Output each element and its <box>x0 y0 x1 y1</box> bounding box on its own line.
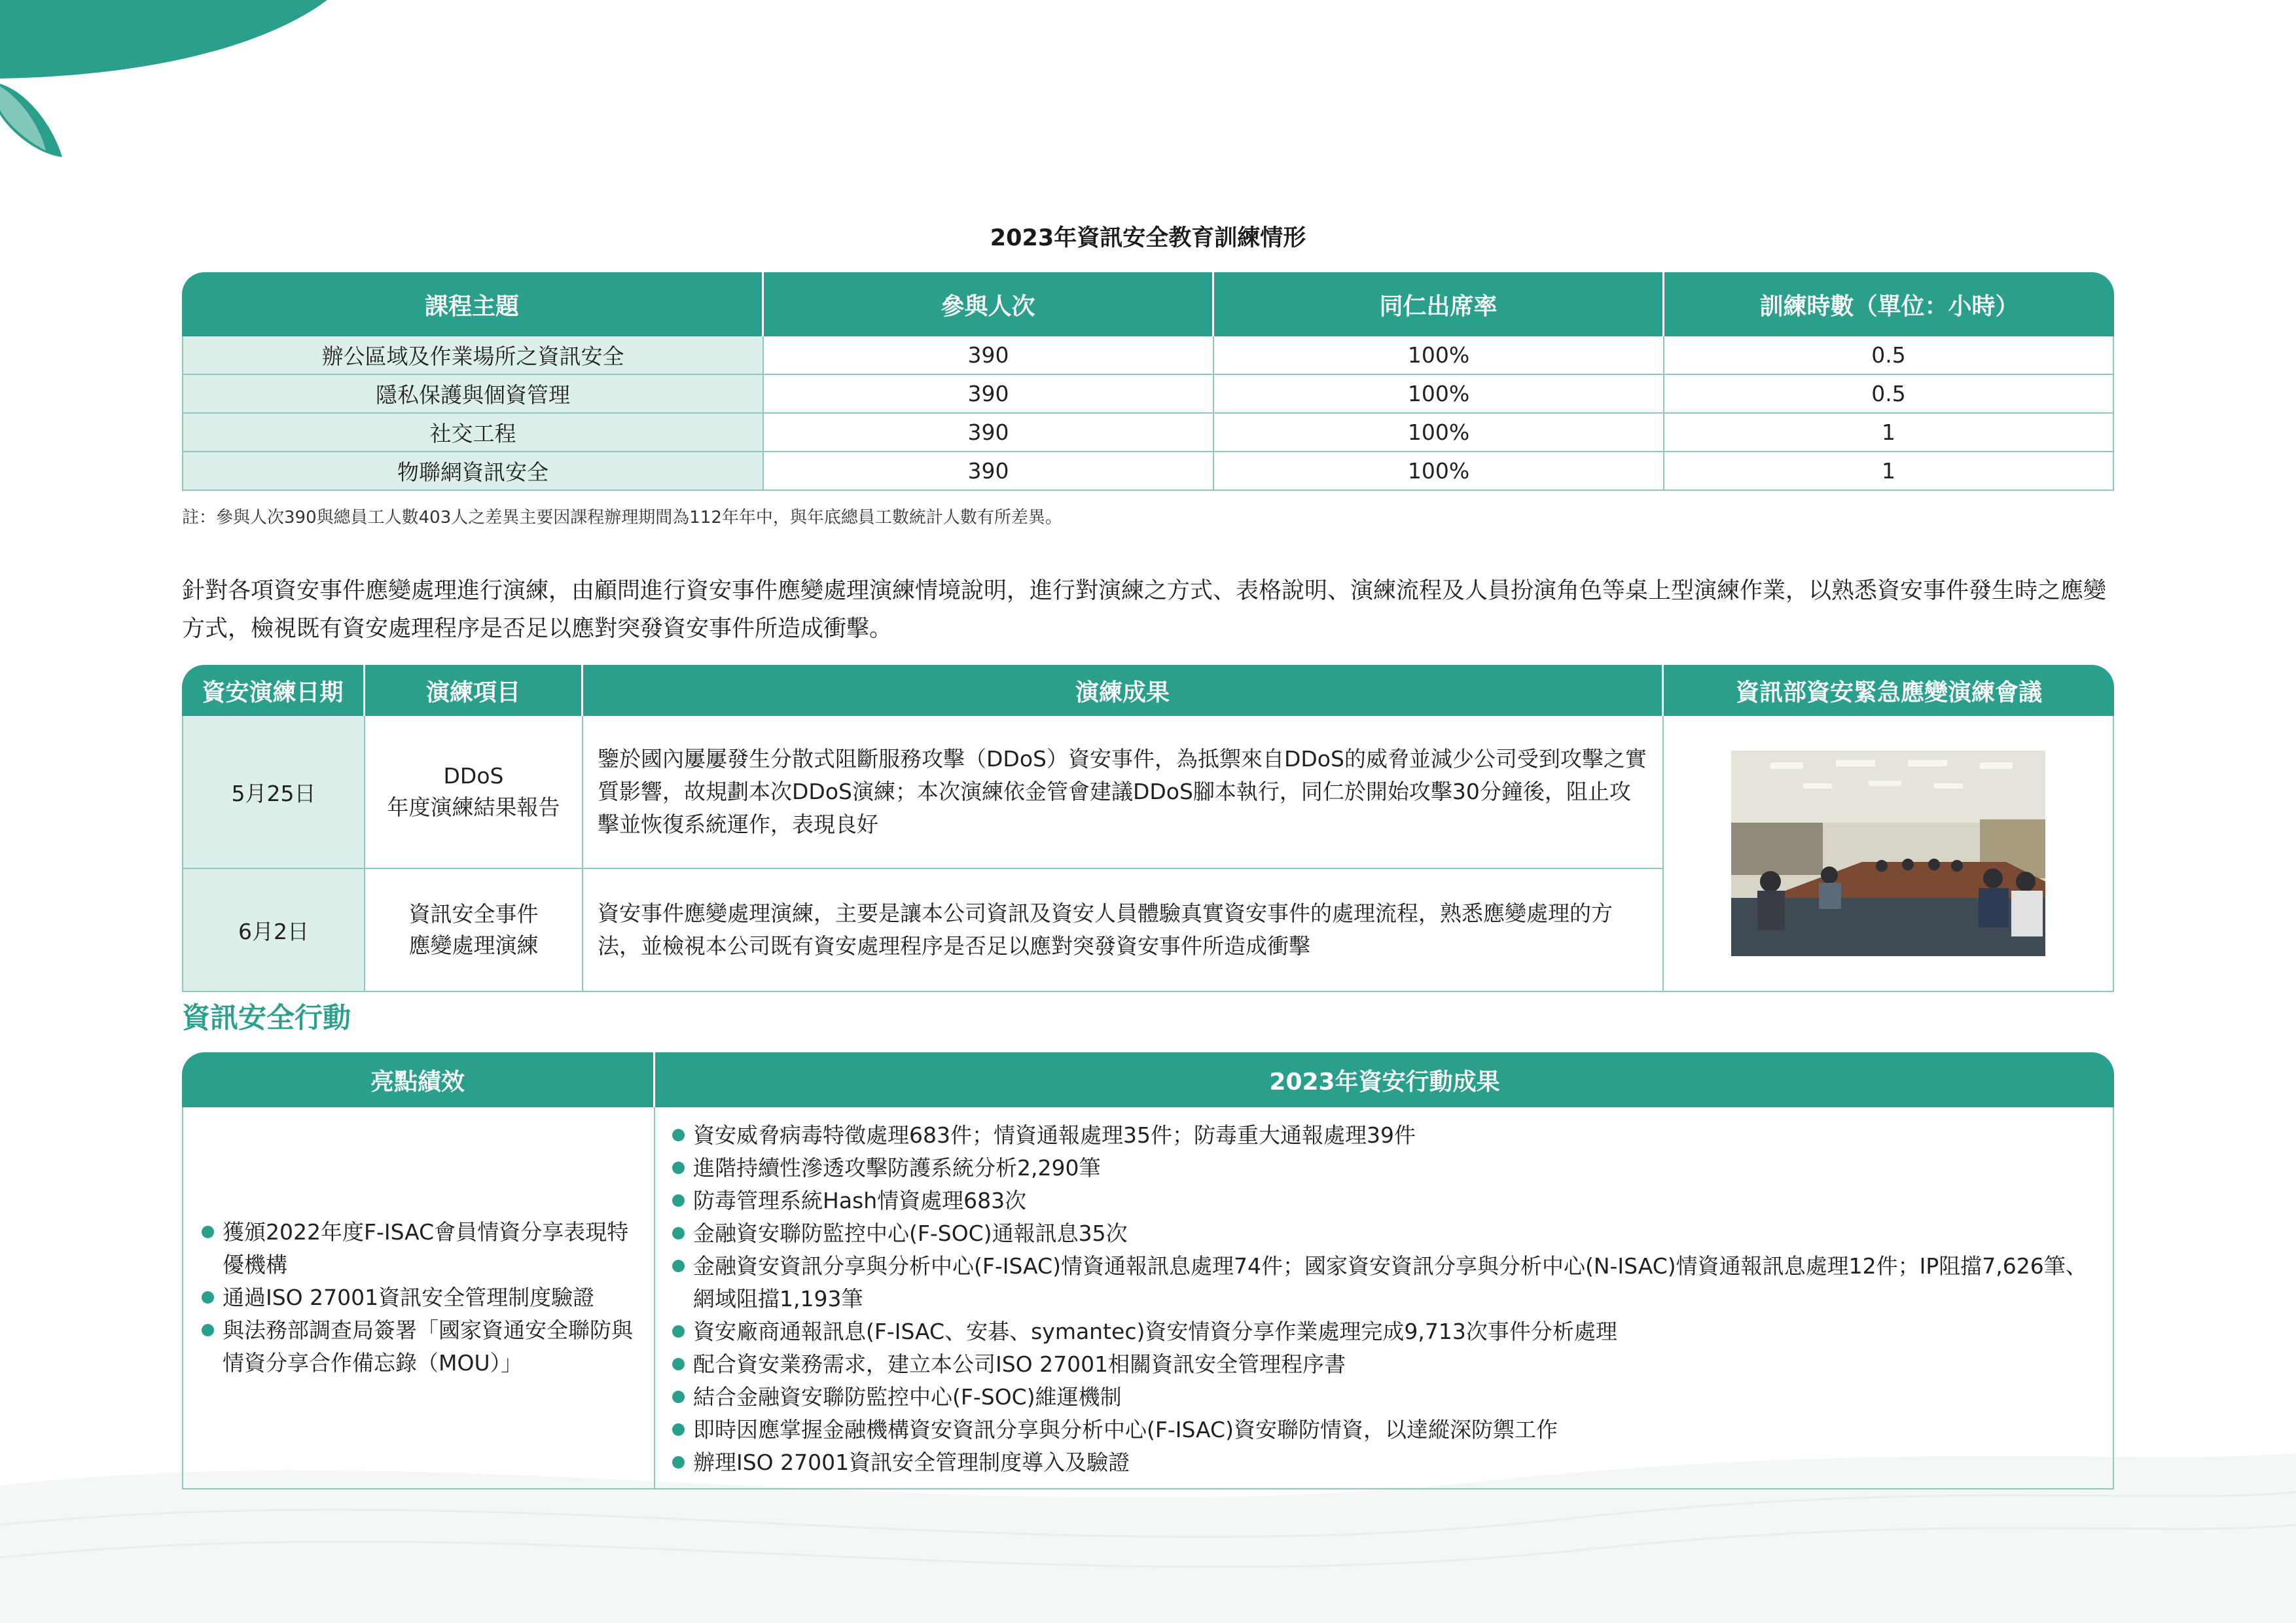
actions-header-row <box>182 1052 2114 1107</box>
drill-item-cell <box>365 869 583 992</box>
participants-cell: 390 <box>764 452 1214 491</box>
table-row <box>182 1107 2114 1489</box>
course-topic-cell: 辦公區域及作業場所之資訊安全 <box>182 336 764 375</box>
actions-section-title: 資訊安全行動 <box>182 1002 351 1035</box>
list-item: 通過ISO 27001資訊安全管理制度驗證 <box>200 1281 643 1314</box>
attendance-cell: 100% <box>1214 452 1664 491</box>
header-drill-item: 演練項目 <box>365 665 583 716</box>
table-row <box>182 452 2114 491</box>
training-footnote: 註：參與人次390與總員工人數403人之差異主要因課程辦理期間為112年年中，與年底總員工數統計人數有所差異。 <box>182 508 1062 527</box>
header-training-hours: 訓練時數（單位：小時） <box>1664 272 2114 336</box>
drill-result-cell: 鑒於國內屢屢發生分散式阻斷服務攻擊（DDoS）資安事件，為抵禦來自DDoS的威脅並減少公司受到攻擊之實質影響，故規劃本次DDoS演練；本次演練依金管會建議DDoS腳本執行，同仁於開始攻擊30分鐘後，阻止攻擊並恢復系統運作，表現良好 <box>583 716 1664 869</box>
header-attendance-rate: 同仁出席率 <box>1214 272 1664 336</box>
participants-cell: 390 <box>764 414 1214 452</box>
hours-cell: 0.5 <box>1664 336 2114 375</box>
action-results-list <box>671 1119 2100 1479</box>
list-item: 進階持續性滲透攻擊防護系統分析2,290筆 <box>671 1152 2100 1185</box>
training-header-row <box>182 272 2114 336</box>
list-item: 獲頒2022年度F-ISAC會員情資分享表現特優機構 <box>200 1216 643 1281</box>
attendance-cell: 100% <box>1214 336 1664 375</box>
drill-date-cell: 6月2日 <box>182 869 365 992</box>
course-topic-cell: 物聯網資訊安全 <box>182 452 764 491</box>
hours-cell: 0.5 <box>1664 375 2114 414</box>
list-item: 資安威脅病毒特徵處理683件；情資通報處理35件；防毒重大通報處理39件 <box>671 1119 2100 1152</box>
participants-cell: 390 <box>764 336 1214 375</box>
course-topic-cell: 隱私保護與個資管理 <box>182 375 764 414</box>
hours-cell: 1 <box>1664 414 2114 452</box>
header-course-topic: 課程主題 <box>182 272 764 336</box>
drill-meeting-photo-cell <box>1664 716 2114 992</box>
header-drill-meeting: 資訊部資安緊急應變演練會議 <box>1664 665 2114 716</box>
table-row <box>182 716 2114 869</box>
attendance-cell: 100% <box>1214 375 1664 414</box>
course-topic-cell: 社交工程 <box>182 414 764 452</box>
meeting-room-photo <box>1731 751 2045 956</box>
highlights-cell <box>182 1107 655 1489</box>
list-item: 金融資安聯防監控中心(F-SOC)通報訊息35次 <box>671 1217 2100 1250</box>
training-table-title: 2023年資訊安全教育訓練情形 <box>990 225 1306 251</box>
action-results-cell <box>655 1107 2114 1489</box>
list-item: 配合資安業務需求，建立本公司ISO 27001相關資訊安全管理程序書 <box>671 1348 2100 1381</box>
drill-intro-paragraph: 針對各項資安事件應變處理進行演練，由顧問進行資安事件應變處理演練情境說明，進行對演練之方式、表格說明、演練流程及人員扮演角色等桌上型演練作業，以熟悉資安事件發生時之應變方式，檢視既有資安處理程序是否足以應對突發資安事件所造成衝擊。 <box>182 578 2107 642</box>
table-row <box>182 336 2114 375</box>
drill-table <box>182 665 2114 992</box>
hours-cell: 1 <box>1664 452 2114 491</box>
header-highlights: 亮點績效 <box>182 1052 655 1107</box>
table-row <box>182 375 2114 414</box>
table-row <box>182 414 2114 452</box>
header-drill-result: 演練成果 <box>583 665 1664 716</box>
drill-item-line: DDoS <box>443 763 504 789</box>
drill-item-line: 應變處理演練 <box>408 933 539 958</box>
list-item: 防毒管理系統Hash情資處理683次 <box>671 1185 2100 1217</box>
actions-table <box>182 1052 2114 1489</box>
drill-result-cell: 資安事件應變處理演練，主要是讓本公司資訊及資安人員體驗真實資安事件的處理流程，熟悉應變處理的方法，並檢視本公司既有資安處理程序是否足以應對突發資安事件所造成衝擊 <box>583 869 1664 992</box>
header-participants: 參與人次 <box>764 272 1214 336</box>
header-drill-date: 資安演練日期 <box>182 665 365 716</box>
list-item: 即時因應掌握金融機構資安資訊分享與分析中心(F-ISAC)資安聯防情資，以達縱深防禦工作 <box>671 1414 2100 1446</box>
list-item: 結合金融資安聯防監控中心(F-SOC)維運機制 <box>671 1381 2100 1414</box>
header-action-results: 2023年資安行動成果 <box>655 1052 2114 1107</box>
leaf-decoration <box>0 0 340 170</box>
attendance-cell: 100% <box>1214 414 1664 452</box>
list-item: 金融資安資訊分享與分析中心(F-ISAC)情資通報訊息處理74件；國家資安資訊分享與分析中心(N-ISAC)情資通報訊息處理12件；IP阻擋7,626筆、網域阻擋1,193筆 <box>671 1250 2100 1315</box>
drill-item-line: 年度演練結果報告 <box>387 794 560 820</box>
drill-header-row <box>182 665 2114 716</box>
drill-item-line: 資訊安全事件 <box>408 901 539 927</box>
list-item: 與法務部調查局簽署「國家資通安全聯防與情資分享合作備忘錄（MOU）」 <box>200 1314 643 1380</box>
list-item: 辦理ISO 27001資訊安全管理制度導入及驗證 <box>671 1446 2100 1479</box>
participants-cell: 390 <box>764 375 1214 414</box>
drill-date-cell: 5月25日 <box>182 716 365 869</box>
highlights-list <box>200 1216 643 1380</box>
training-table <box>182 272 2114 491</box>
list-item: 資安廠商通報訊息(F-ISAC、安碁、symantec)資安情資分享作業處理完成9,713次事件分析處理 <box>671 1315 2100 1348</box>
drill-item-cell <box>365 716 583 869</box>
